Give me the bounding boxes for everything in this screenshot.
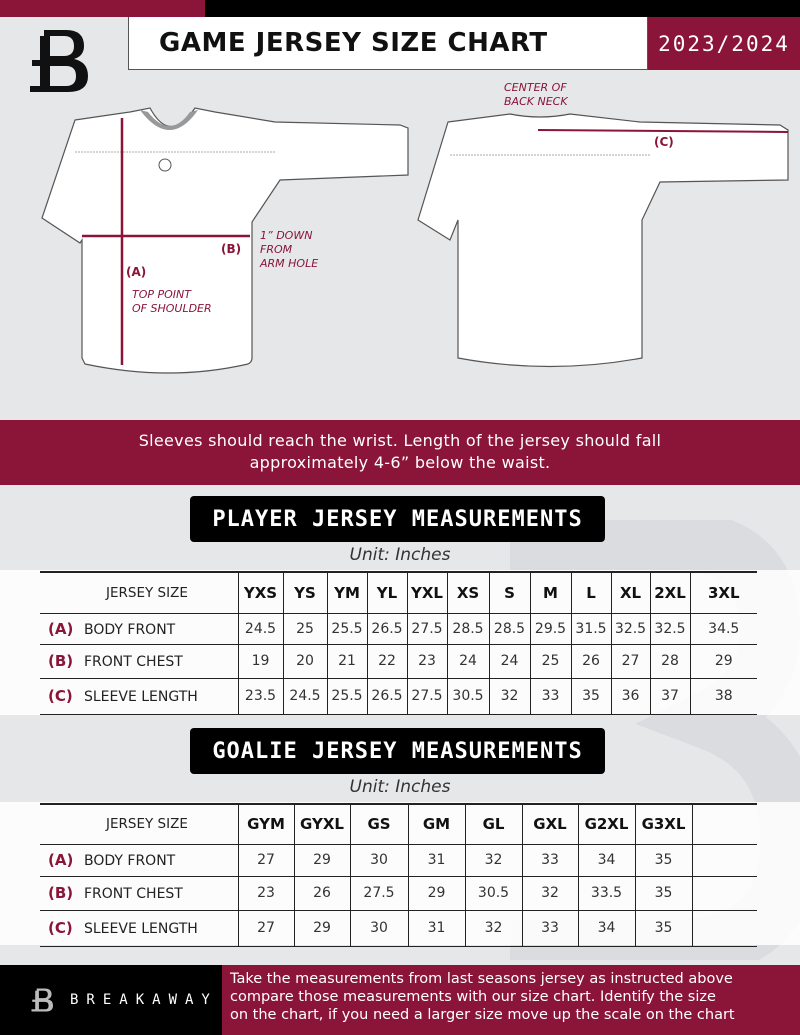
table-cell: 26 [294,876,350,910]
table-cell: 27 [238,844,294,876]
table-cell: 26.5 [367,678,407,714]
size-column-header: G2XL [578,804,635,844]
table-cell: 29 [408,876,465,910]
table-row [40,910,757,946]
footer-brand [0,965,222,1035]
table-cell: 34.5 [690,613,757,644]
row-label [40,910,238,946]
footer-line: on the chart, if you need a larger size move up the scale on the chart [230,1007,735,1023]
table-cell [692,910,757,946]
table-cell: 22 [367,644,407,678]
size-header: JERSEY SIZE [106,816,188,833]
table-cell: 26 [571,644,611,678]
table-cell: 32 [522,876,578,910]
table-row [40,876,757,910]
size-column-header: GXL [522,804,578,844]
table-cell: 19 [238,644,283,678]
table-cell: 38 [690,678,757,714]
row-code: (C) [48,919,73,937]
player-unit: Unit: Inches [349,545,451,565]
table-cell: 23.5 [238,678,283,714]
instructions-banner [0,420,800,485]
size-column-header: YXL [407,572,447,613]
table-cell: 27.5 [407,613,447,644]
row-name: BODY FRONT [84,853,176,869]
row-code: (C) [48,687,73,705]
front-jersey-diagram [30,100,410,400]
table-cell: 34 [578,844,635,876]
table-row [40,644,757,678]
table-cell: 32 [465,910,522,946]
table-cell: 20 [283,644,327,678]
table-cell: 32 [465,844,522,876]
table-cell: 37 [650,678,690,714]
table-cell: 36 [611,678,650,714]
table-cell: 30.5 [447,678,489,714]
size-column-header: L [571,572,611,613]
note-c-line: BACK NECK [504,95,568,108]
size-column-header: M [530,572,571,613]
table-cell: 29.5 [530,613,571,644]
player-section-title: PLAYER JERSEY MEASUREMENTS [190,496,605,542]
size-header: JERSEY SIZE [106,584,188,601]
row-label [40,613,238,644]
table-cell: 24 [447,644,489,678]
goalie-unit: Unit: Inches [349,777,451,797]
size-column-header [692,804,757,844]
size-column-header: GYXL [294,804,350,844]
breakaway-logo [26,26,96,96]
table-cell: 33 [530,678,571,714]
size-column-header: S [489,572,530,613]
table-cell: 31 [408,910,465,946]
table-cell: 23 [238,876,294,910]
label-c: (C) [654,135,674,149]
table-row [40,613,757,644]
table-cell: 35 [635,910,692,946]
size-column-header: GM [408,804,465,844]
table-cell: 25 [530,644,571,678]
table-row [40,844,757,876]
top-accent-bar [0,0,205,17]
table-cell: 27.5 [350,876,408,910]
note-b-line: FROM [260,243,293,256]
table-cell: 32 [489,678,530,714]
size-column-header: GYM [238,804,294,844]
row-code: (B) [48,652,74,670]
footer-instructions [222,965,800,1035]
note-b-line: 1” DOWN [260,229,313,242]
table-cell: 30.5 [465,876,522,910]
table-cell: 24.5 [283,678,327,714]
table-cell: 29 [294,844,350,876]
note-a-line: TOP POINT [132,288,191,301]
goalie-section-title: GOALIE JERSEY MEASUREMENTS [190,728,605,774]
size-column-header: 3XL [690,572,757,613]
row-label [40,678,238,714]
size-column-header: GL [465,804,522,844]
table-cell: 33 [522,844,578,876]
row-label [40,876,238,910]
table-cell: 25.5 [327,613,367,644]
table-cell [692,844,757,876]
row-label [40,844,238,876]
size-column-header: YXS [238,572,283,613]
row-code: (B) [48,884,74,902]
row-code: (A) [48,619,74,638]
size-column-header: G3XL [635,804,692,844]
table-cell: 30 [350,844,408,876]
note-a [132,288,212,316]
row-name: FRONT CHEST [84,886,183,902]
table-cell: 27 [238,910,294,946]
table-cell: 34 [578,910,635,946]
goalie-size-table [40,803,757,947]
table-row [40,678,757,714]
row-label [40,644,238,678]
table-cell: 23 [407,644,447,678]
back-jersey-diagram [410,100,800,400]
note-b [260,229,318,271]
season-badge: 2023/2024 [648,17,800,70]
size-column-header: YL [367,572,407,613]
size-column-header: GS [350,804,408,844]
label-b: (B) [221,242,242,256]
table-header-row [40,572,757,613]
table-cell: 29 [294,910,350,946]
table-cell: 28.5 [447,613,489,644]
table-cell: 32.5 [650,613,690,644]
footer-line: compare those measurements with our size chart. Identify the size [230,989,716,1005]
note-c [504,81,568,109]
row-name: BODY FRONT [84,621,176,638]
note-a-line: OF SHOULDER [132,302,212,315]
table-cell: 31.5 [571,613,611,644]
table-cell: 29 [690,644,757,678]
table-cell: 28.5 [489,613,530,644]
table-cell: 27.5 [407,678,447,714]
brand-name: BREAKAWAY [70,992,218,1008]
label-a: (A) [126,265,147,279]
player-size-table [40,571,757,715]
note-c-line: CENTER OF [504,81,567,94]
size-column-header: XL [611,572,650,613]
table-cell: 33 [522,910,578,946]
row-name: SLEEVE LENGTH [84,921,198,937]
size-column-header: XS [447,572,489,613]
table-cell: 35 [571,678,611,714]
size-column-header: YS [283,572,327,613]
table-cell: 26.5 [367,613,407,644]
row-code: (A) [48,851,74,869]
table-cell: 28 [650,644,690,678]
footer-line: Take the measurements from last seasons jersey as instructed above [230,971,733,987]
page-title: GAME JERSEY SIZE CHART [128,17,648,70]
table-cell: 24.5 [238,613,283,644]
instructions-line: Sleeves should reach the wrist. Length of the jersey should fall [138,431,662,450]
table-cell: 31 [408,844,465,876]
breakaway-logo-small [30,984,56,1016]
row-name: SLEEVE LENGTH [84,689,198,705]
table-cell: 21 [327,644,367,678]
note-b-line: ARM HOLE [260,257,319,270]
table-cell: 27 [611,644,650,678]
row-name: FRONT CHEST [84,654,183,670]
table-cell: 30 [350,910,408,946]
size-column-header: YM [327,572,367,613]
table-cell: 33.5 [578,876,635,910]
instructions-line: approximately 4-6” below the waist. [249,453,551,472]
table-cell: 32.5 [611,613,650,644]
top-black-bar [205,0,800,17]
table-cell [692,876,757,910]
table-cell: 35 [635,876,692,910]
size-column-header: 2XL [650,572,690,613]
table-header-row [40,804,757,844]
table-cell: 35 [635,844,692,876]
table-cell: 25.5 [327,678,367,714]
table-cell: 25 [283,613,327,644]
table-cell: 24 [489,644,530,678]
